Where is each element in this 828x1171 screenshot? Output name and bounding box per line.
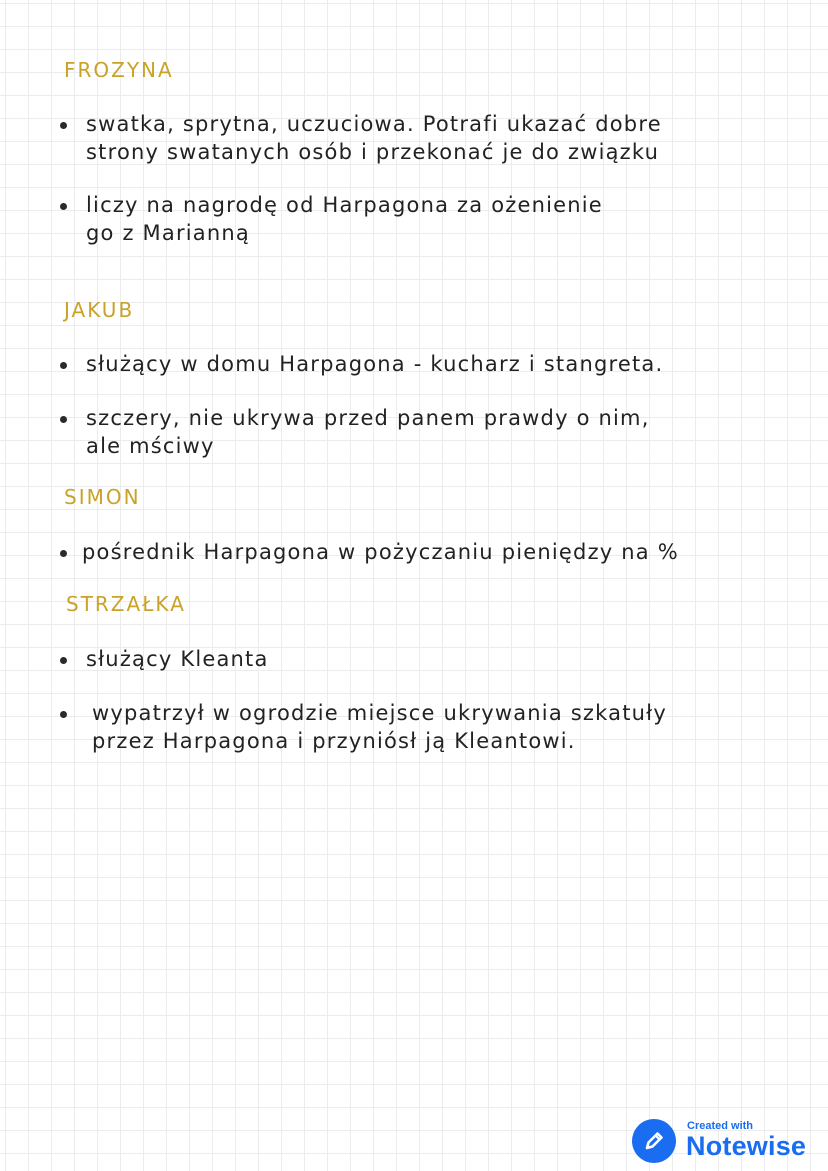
bullet-text: szczery, nie ukrywa przed panem prawdy o nim, ale mściwy — [86, 406, 650, 458]
bullet-icon — [60, 203, 67, 210]
bullet-text: swatka, sprytna, uczuciowa. Potrafi ukazać dobre strony swatanych osób i przekonać je do związku — [86, 112, 662, 164]
bullet-text: służący w domu Harpagona - kucharz i stangreta. — [86, 352, 664, 376]
bullet-text: wypatrzył w ogrodzie miejsce ukrywania szkatuły przez Harpagona i przyniósł ją Kleantowi. — [92, 701, 667, 753]
brand-name: Notewise — [686, 1131, 807, 1161]
bullet-text: liczy na nagrodę od Harpagona za ożenienie go z Marianną — [86, 193, 603, 245]
bullet-icon — [60, 122, 67, 129]
bullet-icon — [60, 362, 67, 369]
bullet-icon — [60, 711, 67, 718]
brand-created-with: Created with — [687, 1120, 754, 1132]
section-heading-frozyna: FROZYNA — [64, 58, 174, 82]
bullet-icon — [60, 657, 67, 664]
pencil-icon — [632, 1119, 676, 1163]
bullet-text: służący Kleanta — [86, 647, 269, 671]
notewise-branding — [632, 1118, 822, 1164]
bullet-icon — [60, 550, 67, 557]
section-heading-simon: SIMON — [64, 485, 141, 509]
bullet-text: pośrednik Harpagona w pożyczaniu pieniędzy na % — [82, 540, 679, 564]
bullet-icon — [60, 416, 67, 423]
section-heading-strzalka: STRZAŁKA — [66, 592, 186, 616]
section-heading-jakub: JAKUB — [64, 298, 135, 322]
